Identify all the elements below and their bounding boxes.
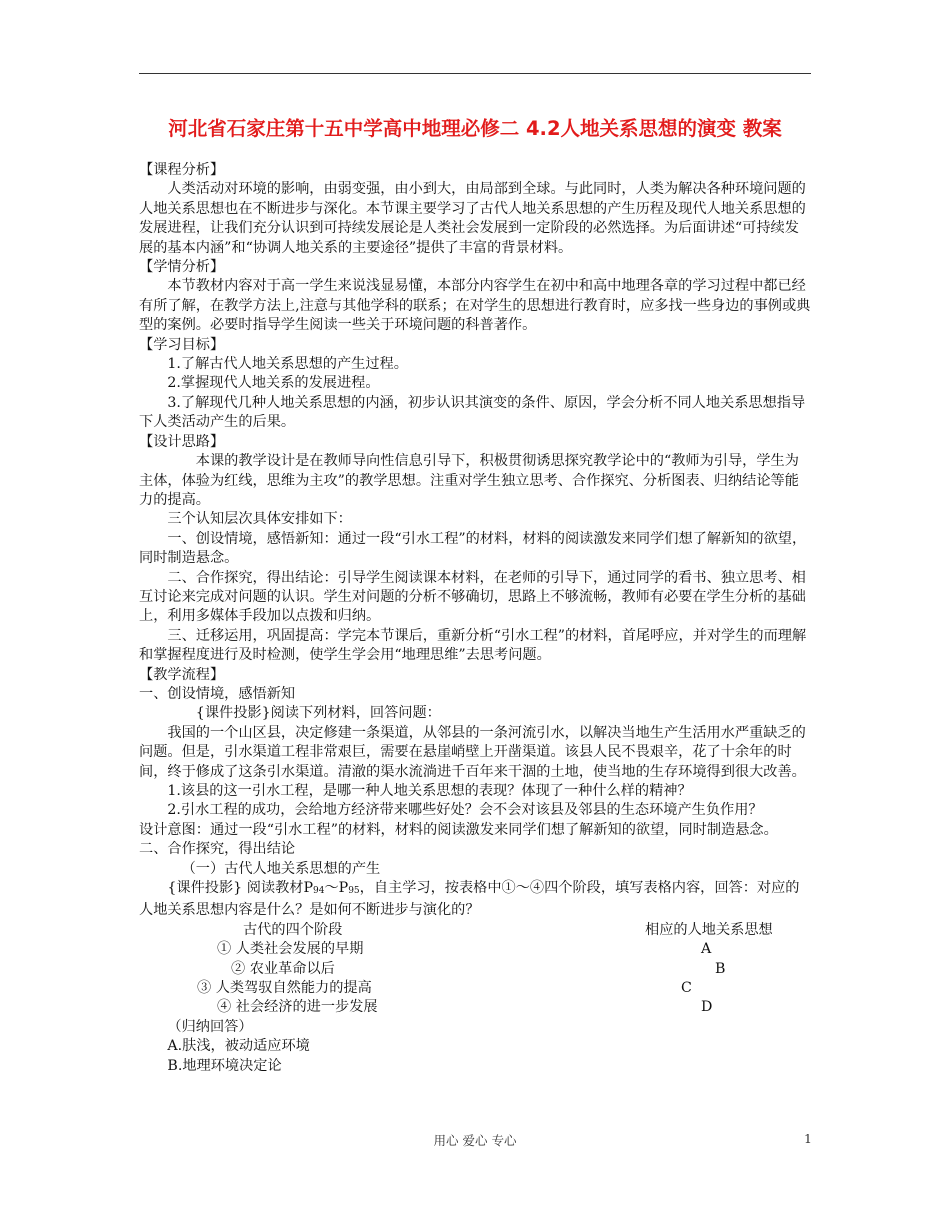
projection-2-page-end: 95 (348, 886, 360, 897)
answer-b: B.地理环境决定论 (167, 1057, 282, 1074)
projection-2-text-a: {课件投影} 阅读教材P (167, 880, 314, 897)
table-row (139, 979, 811, 998)
projection-2-text-b: ～P (324, 880, 349, 897)
answer-a: A.肤浅，被动适应环境 (167, 1038, 310, 1055)
table-row (139, 940, 811, 959)
levels-intro: 三个认知层次具体安排如下： (167, 511, 352, 528)
courseware-projection-1: {课件投影}阅读下列材料，回答问题： (195, 705, 441, 722)
induction-heading: （归纳回答） (167, 1018, 253, 1035)
table-header-right: 相应的人地关系思想 (645, 921, 773, 938)
question-1: 1.该县的这一引水工程，是哪一种人地关系思想的表现？体现了一种什么样的精神？ (167, 783, 692, 799)
stage-3: ③ 人类驾驭自然能力的提高 (197, 980, 372, 997)
document-body (139, 161, 811, 1076)
question-2: 2.引水工程的成功，会给地方经济带来哪些好处？会不会对该县及邻县的生态环境产生负作用？ (167, 802, 763, 819)
header-rule (139, 73, 811, 74)
learning-goals-heading: 【学习目标】 (139, 336, 225, 353)
level-3-text: 三、迁移运用，巩固提高：学完本节课后，重新分析“引水工程”的材料，首尾呼应，并对学生的而理解和掌握程度进行及时检测，使学生学会用“地理思维”去思考问题。 (139, 627, 807, 664)
student-analysis-paragraph: 本节教材内容对于高一学生来说浅显易懂，本部分内容学生在初中和高中地理各章的学习过程中都已经有所了解，在教学方法上,注意与其他学科的联系；在对学生的思想进行教育时，应多找一些身边的事例或典型的案例。必要时指导学生阅读一些关于环境问题的科普著作。 (139, 278, 811, 334)
stages-table (139, 921, 811, 1018)
table-header-left: 古代的四个阶段 (243, 921, 343, 938)
teaching-process-heading: 【教学流程】 (139, 666, 225, 683)
stage-4: ④ 社会经济的进一步发展 (217, 999, 378, 1016)
design-heading: 【设计思路】 (139, 433, 225, 450)
learning-goal-3: 3.了解现代几种人地关系思想的内涵，初步认识其演变的条件、原因，学会分析不同人地关系思想指导下人类活动产生的后果。 (139, 394, 806, 431)
design-intent: 设计意图：通过一段“引水工程”的材料，材料的阅读激发来同学们想了解新知的欲望，同时制造悬念。 (139, 821, 778, 838)
level-1-text: 一、创设情境，感悟新知：通过一段“引水工程”的材料，材料的阅读激发来同学们想了解新知的欲望，同时制造悬念。 (139, 530, 807, 567)
course-analysis-paragraph: 人类活动对环境的影响，由弱变强，由小到大，由局部到全球。与此同时，人类为解决各种环境问题的人地关系思想也在不断进步与深化。本节课主要学习了古代人地关系思想的产生历程及现代人地关系思想的发展进程，让我们充分认识到可持续发展论是人类社会发展到一定阶段的必然选择。为后面讲述“可持续发展的基本内涵”和“协调人地关系的主要途径”提供了丰富的背景材料。 (139, 181, 806, 256)
stage-1: ① 人类社会发展的早期 (217, 941, 364, 958)
level-2-text: 二、合作探究，得出结论：引导学生阅读课本材料，在老师的引导下，通过同学的看书、独立思考、相互讨论来完成对问题的认识。学生对问题的分析不够确切，思路上不够流畅，教师有必要在学生分析的基础上，利用多媒体手段加以点拨和归纳。 (139, 569, 806, 625)
course-analysis-heading: 【课程分析】 (139, 162, 225, 178)
answer-letter-a: A (701, 941, 712, 958)
answer-letter-c: C (681, 980, 692, 997)
subsection-1-heading: （一）古代人地关系思想的产生 (181, 860, 381, 877)
stage-2: ② 农业革命以后 (231, 960, 335, 977)
section-2-heading: 二、合作探究，得出结论 (139, 841, 296, 858)
answer-letter-d: D (701, 999, 713, 1016)
design-paragraph: 本课的教学设计是在教师导向性信息引导下，积极贯彻诱思探究教学论中的“教师为引导，学生为主体，体验为红线，思维为主攻”的教学思想。注重对学生独立思考、合作探究、分析图表、归纳结论等能力的提高。 (139, 453, 799, 508)
answer-letter-b: B (715, 960, 726, 977)
student-analysis-heading: 【学情分析】 (139, 259, 225, 276)
table-row (139, 998, 811, 1017)
section-1-heading: 一、创设情境，感悟新知 (139, 685, 296, 702)
projection-2-page-start: 94 (313, 886, 325, 897)
material-paragraph: 我国的一个山区县，决定修建一条渠道，从邻县的一条河流引水，以解决当地生产生活用水严重缺乏的问题。但是，引水渠道工程非常艰巨，需要在悬崖峭壁上开凿渠道。该县人民不畏艰辛，花了十余年的时间，终于修成了这条引水渠道。清澈的渠水流淌进千百年来干涸的土地，使当地的生存环境得到很大改善。 (139, 724, 806, 780)
learning-goal-2: 2.掌握现代人地关系的发展进程。 (167, 375, 380, 392)
projection-2-text-c: ，自主学习，按表格中①～④四个阶段，填写表格内容，回答：对应的人地关系思想内容是什么？是如何不断进步与演化的？ (139, 880, 800, 919)
learning-goal-1: 1.了解古代人地关系思想的产生过程。 (167, 356, 408, 373)
table-row (139, 960, 811, 979)
table-header-row (139, 921, 811, 940)
page-number: 1 (804, 1131, 812, 1146)
footer-slogan: 用心 爱心 专心 (433, 1133, 517, 1148)
courseware-projection-2 (139, 879, 811, 921)
document-title: 河北省石家庄第十五中学高中地理必修二 4.2人地关系思想的演变 教案 (168, 117, 782, 140)
